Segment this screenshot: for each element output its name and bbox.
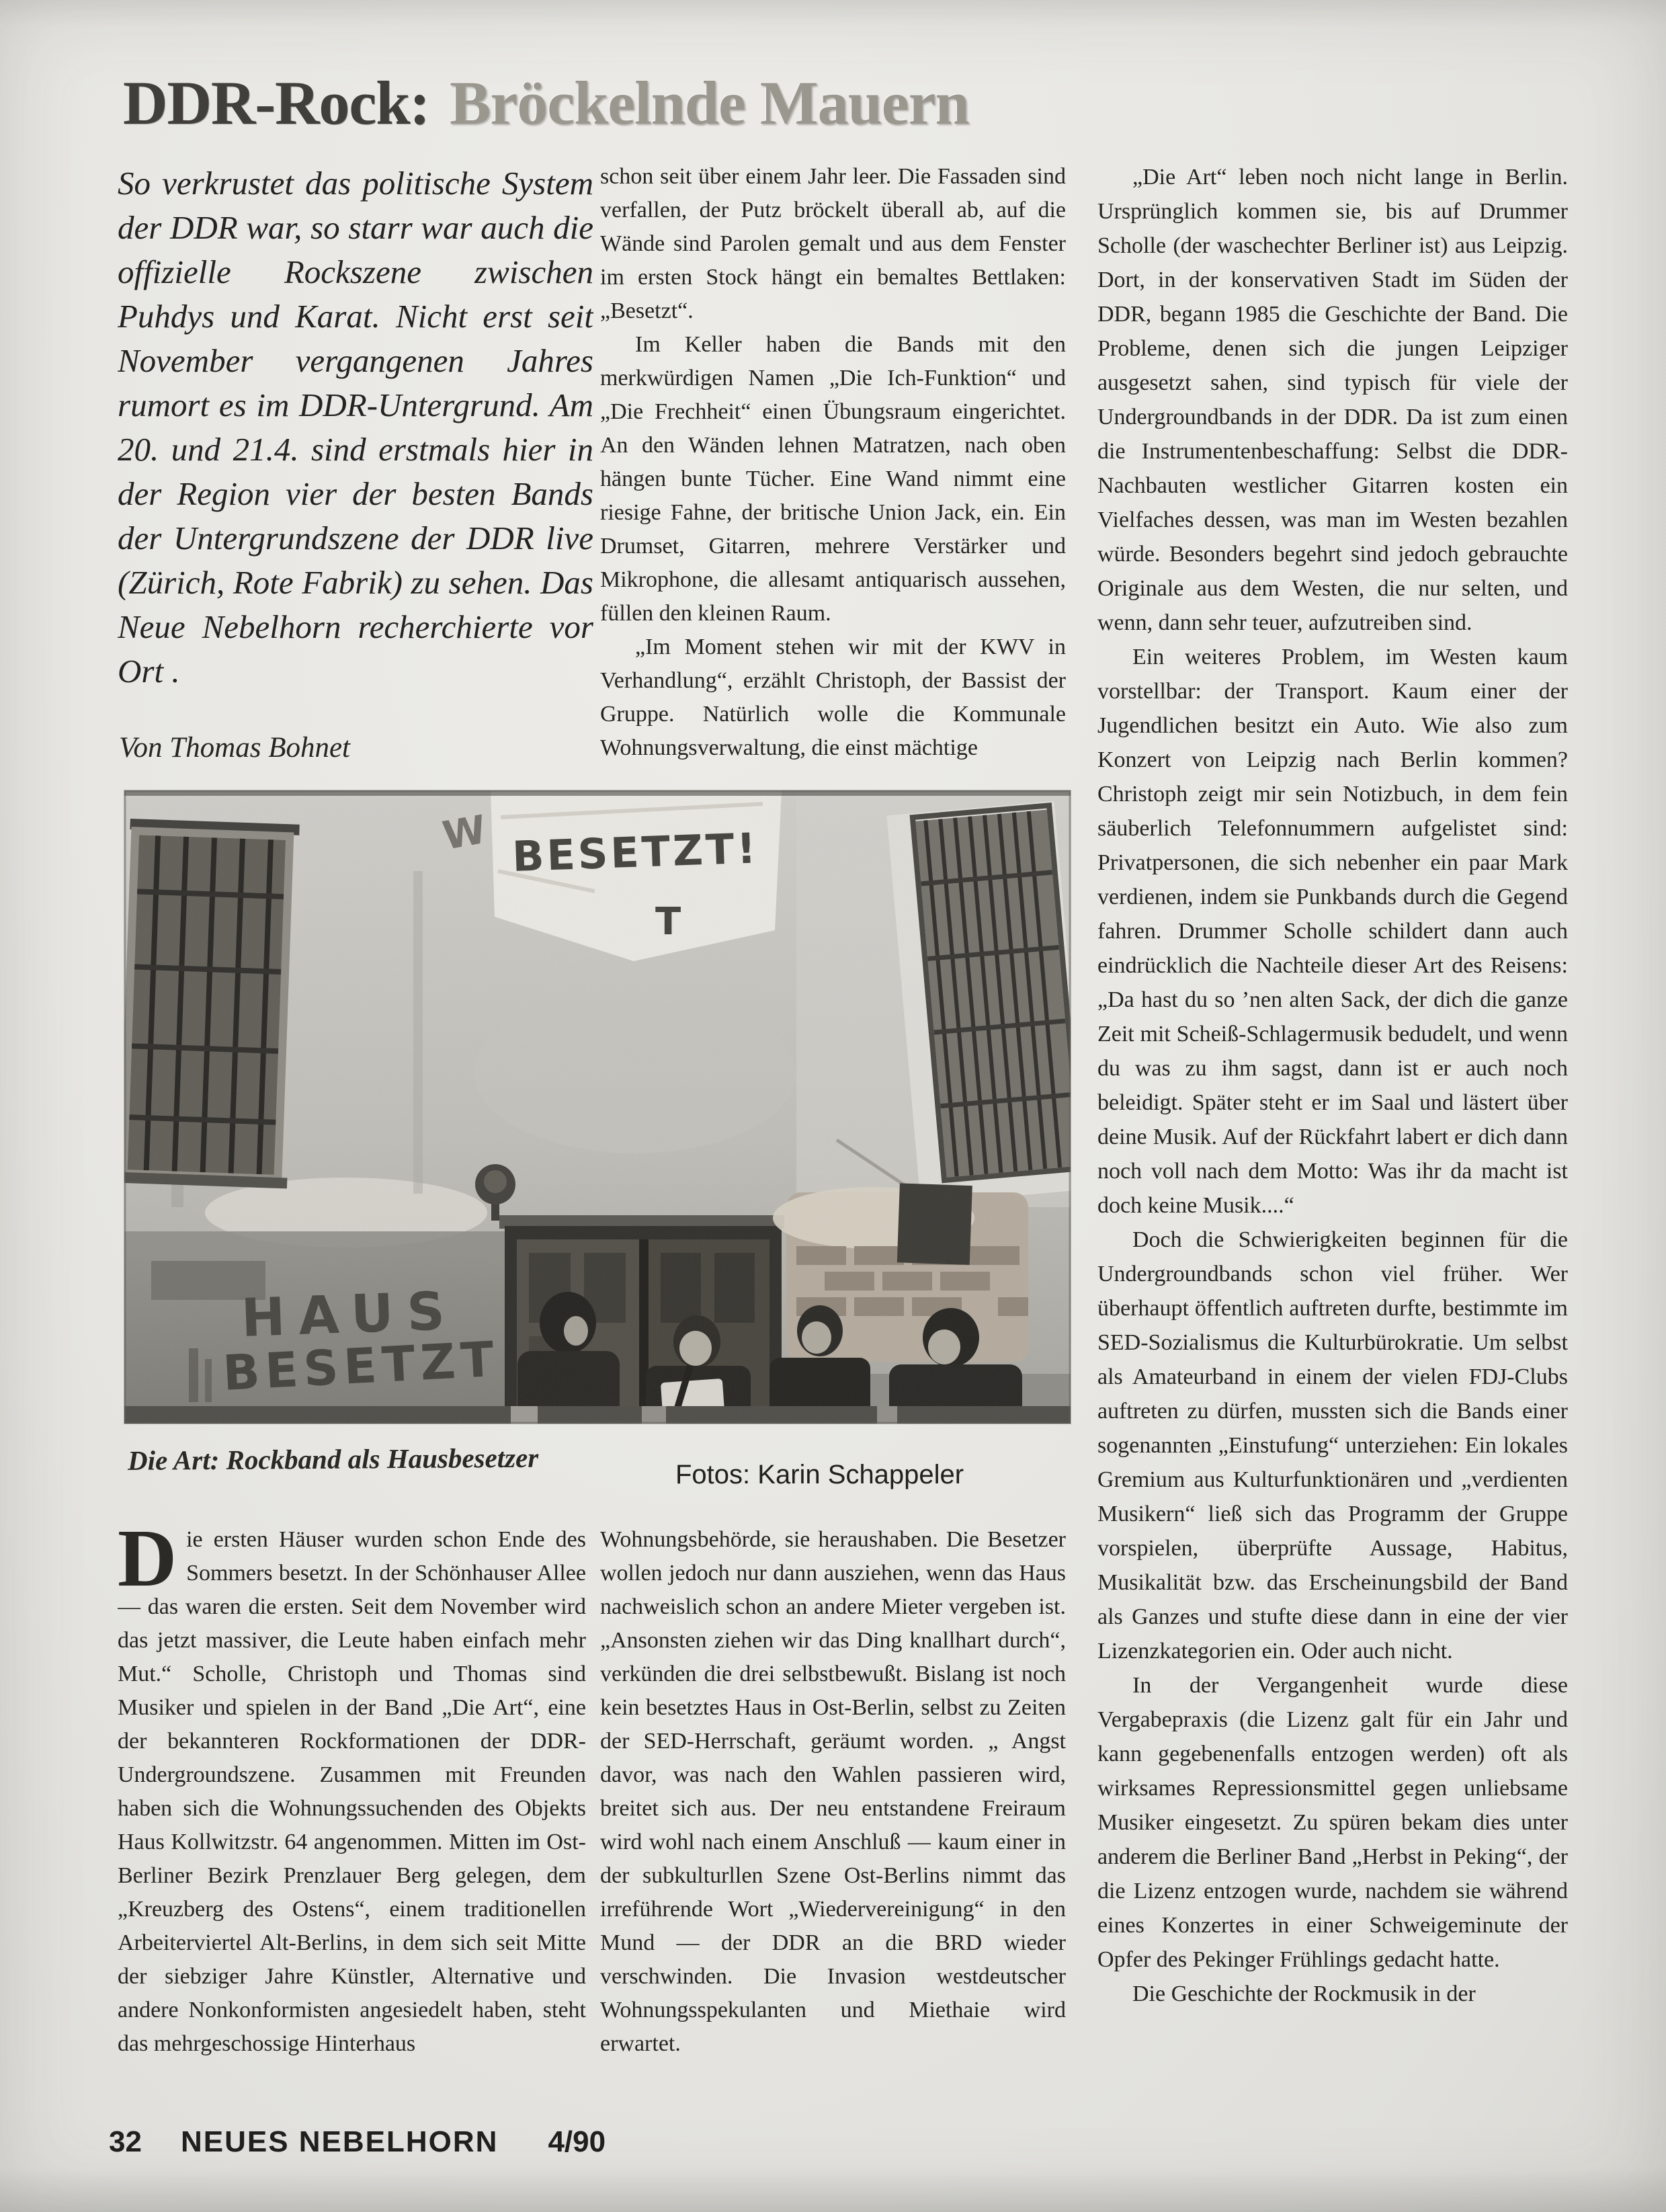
banner-text: BESETZT! xyxy=(511,823,759,881)
magazine-name: NEUES NEBELHORN xyxy=(180,2125,499,2158)
drop-cap: D xyxy=(118,1523,177,1604)
photo-credit: Fotos: Karin Schappeler xyxy=(675,1460,964,1489)
page-footer xyxy=(109,2125,606,2159)
band-photo-illustration xyxy=(124,790,1071,1424)
intro-standfirst: So verkrustet das politische System der DDR war, so starr war auch die offizielle Rockszene zwischen Puhdys und Karat. Nicht erst seit November vergangenen Jahres rumort es im DDR-Untergrund. Am 20. und 21.4. sind erstmals hier in der Region vier der besten Bands der Untergrundszene der DDR live (Zürich, Rote Fabrik) zu sehen. Das Neue Nebelhorn recherchierte vor Ort . xyxy=(118,165,593,690)
band-photo xyxy=(124,790,1071,1424)
page-title xyxy=(123,67,1534,138)
paragraph-text: ie ersten Häuser wurden schon Ende des Sommers besetzt. In der Schönhauser Allee — das waren die ersten. Seit dem November wird das jetzt massiver, die Leute haben einfach mehr Mut.“ Scholle, Christoph und Thomas sind Musiker und spielen in der Band „Die Art“, eine der bekannteren Rockformationen der DDR-Undergroundszene. Zusammen mit Freunden haben sich die Wohnungssuchenden des Objekts Haus Kollwitzstr. 64 angenommen. Mitten im Ost-Berliner Bezirk Prenzlauer Berg gelegen, dem „Kreuzberg des Ostens“, einem traditionellen Arbeiterviertel Alt-Berlins, in dem sich seit Mitte der siebziger Jahre Künstler, Alternative und andere Nonkonformisten angesiedelt haben, steht das mehrgeschossige Hinterhaus xyxy=(118,1527,586,2056)
paragraph xyxy=(118,1523,586,2061)
paragraph: „Die Art“ leben noch nicht lange in Berlin. Ursprünglich kommen sie, bis auf Drummer Scholle (der waschechter Berliner ist) aus Leipzig. Dort, in der konservativen Stadt im Süden der DDR, begann 1985 die Geschichte der Band. Die Probleme, denen sich die jungen Leipziger ausgesetzt sahen, sind typisch für viele der Undergroundbands in der DDR. Da ist zum einen die Instrumentenbeschaffung: Selbst die DDR-Nachbauten westlicher Gitarren kosten ein Vielfaches dessen, was man im Westen bezahlen würde. Besonders begehrt sind jedoch gebrauchte Originale aus dem Westen, die nur selten, und wenn, dann sehr teuer, aufzutreiben sind. xyxy=(1097,165,1568,635)
paragraph: Die Geschichte der Rockmusik in der xyxy=(1132,1981,1476,2006)
title-secondary: Bröckelnde Mauern xyxy=(450,69,969,137)
paragraph: In der Vergangenheit wurde diese Vergabepraxis (die Lizenz galt für ein Jahr und kann gegebenenfalls entzogen werden) oft als wirksames Repressionsmittel gegen unliebsame Musiker eingesetzt. Zu spüren bekam dies unter anderem die Berliner Band „Herbst in Peking“, der die Lizenz entzogen wurde, nachdem sie während eines Konzertes in einer Schweigeminute der Opfer des Pekinger Frühlings gedacht hatte. xyxy=(1097,1673,1568,1972)
svg-text:HAUS: HAUS xyxy=(240,1280,460,1349)
paragraph: Wohnungsbehörde, sie heraushaben. Die Besetzer wollen jedoch nur dann ausziehen, wenn das Haus nachweislich schon an andere Mieter vergeben ist. „Ansonsten ziehen wir das Ding knallhart durch“, verkünden die drei selbstbewußt. Bislang ist noch kein besetztes Haus in Ost-Berlin, selbst zu Zeiten der SED-Herrschaft, geräumt worden. „ Angst davor, was nach den Wahlen passieren wird, breitet sich aus. Der neu entstandene Freiraum wird wohl nach einem Anschluß — kaum einer in der subkulturllen Szene Ost-Berlins nimmt das irreführende Wort „Wiedervereinigung“ in den Mund — der DDR an die BRD wieder verschwinden. Die Invasion westdeutscher Wohnungsspekulanten und Miethaie wird erwartet. xyxy=(600,1527,1066,2056)
paragraph: „Im Moment stehen wir mit der KWV in Verhandlung“, erzählt Christoph, der Bassist der Gruppe. Natürlich wolle die Kommunale Wohnungsverwaltung, die einst mächtige xyxy=(600,634,1066,760)
page-number: 32 xyxy=(109,2125,142,2158)
banner-text-t: T xyxy=(655,900,681,944)
paragraph: Doch die Schwierigkeiten beginnen für die Undergroundbands schon viel früher. Wer überhaupt öffentlich auftreten durfte, bestimmte im SED-Sozialismus die Kulturbürokratie. Um selbst als Amateurband in einem der vielen FDJ-Clubs auftreten zu dürfen, mussten sich die Bands einer sogenannten „Einstufung“ unterziehen: Ein lokales Gremium aus Kulturfunktionären und „verdienten Musikern“ ließ sich das Programm der Gruppe vorspielen, überprüfte Aussage, Habitus, Musikalität bzw. das Erscheinungsbild der Band als Ganzes und stufte diese dann in eine der vier Lizenzkategorien ein. Oder auch nicht. xyxy=(1097,1227,1568,1664)
paragraph: schon seit über einem Jahr leer. Die Fassaden sind verfallen, der Putz bröckelt überall ab, auf die Wände sind Parolen gemalt und aus dem Fenster im ersten Stock hängt ein bemaltes Bettlaken: „Besetzt“. xyxy=(600,164,1066,323)
banner-spray-mark: W xyxy=(439,806,490,859)
column-right xyxy=(1097,160,1568,2166)
column-middle-top xyxy=(600,160,1066,785)
issue-number: 4/90 xyxy=(548,2125,606,2158)
title-primary: DDR-Rock: xyxy=(123,69,430,137)
column-left-bottom xyxy=(118,1523,586,2102)
paragraph: Im Keller haben die Bands mit den merkwürdigen Namen „Die Ich-Funktion“ und „Die Frechheit“ einen Übungsraum eingerichtet. An den Wänden lehnen Matratzen, nach oben hängen bunte Tücher. Eine Wand nimmt eine riesige Fahne, der britische Union Jack, ein. Ein Drumset, Gitarren, mehrere Verstärker und Mikrophone, die allesamt antiquarisch aussehen, füllen den kleinen Raum. xyxy=(600,332,1066,626)
svg-text:BESETZT: BESETZT xyxy=(221,1330,501,1401)
paragraph: Ein weiteres Problem, im Westen kaum vorstellbar: der Transport. Kaum einer der Jugendlichen besitzt ein Auto. Wie also zum Konzert von Leipzig nach Berlin kommen? Christoph zeigt mir sein Notizbuch, in dem fein säuberlich Telefonnummern aufgelistet sind: Privatpersonen, die sich nebenher ein paar Mark verdienen, indem sie Punkbands durch die Gegend fahren. Drummer Scholle schildert dann auch eindrücklich die Nachteile dieser Art des Reisens: „Da hast du so ’nen alten Sack, der dich die ganze Zeit mit Scheiß-Schlagermusik bedudelt, und wenn du was zu ihm sagst, dann ist er auch noch beleidigt. Später steht er im Saal und lästert über deine Musik. Auf der Rückfahrt labert er dich dann noch voll nach dem Motto: Was ihr da macht ist doch keine Musik....“ xyxy=(1097,645,1568,1218)
byline: Von Thomas Bohnet xyxy=(119,732,350,764)
photo-caption: Die Art: Rockband als Hausbesetzer xyxy=(127,1442,539,1476)
column-middle-bottom xyxy=(600,1523,1066,2102)
